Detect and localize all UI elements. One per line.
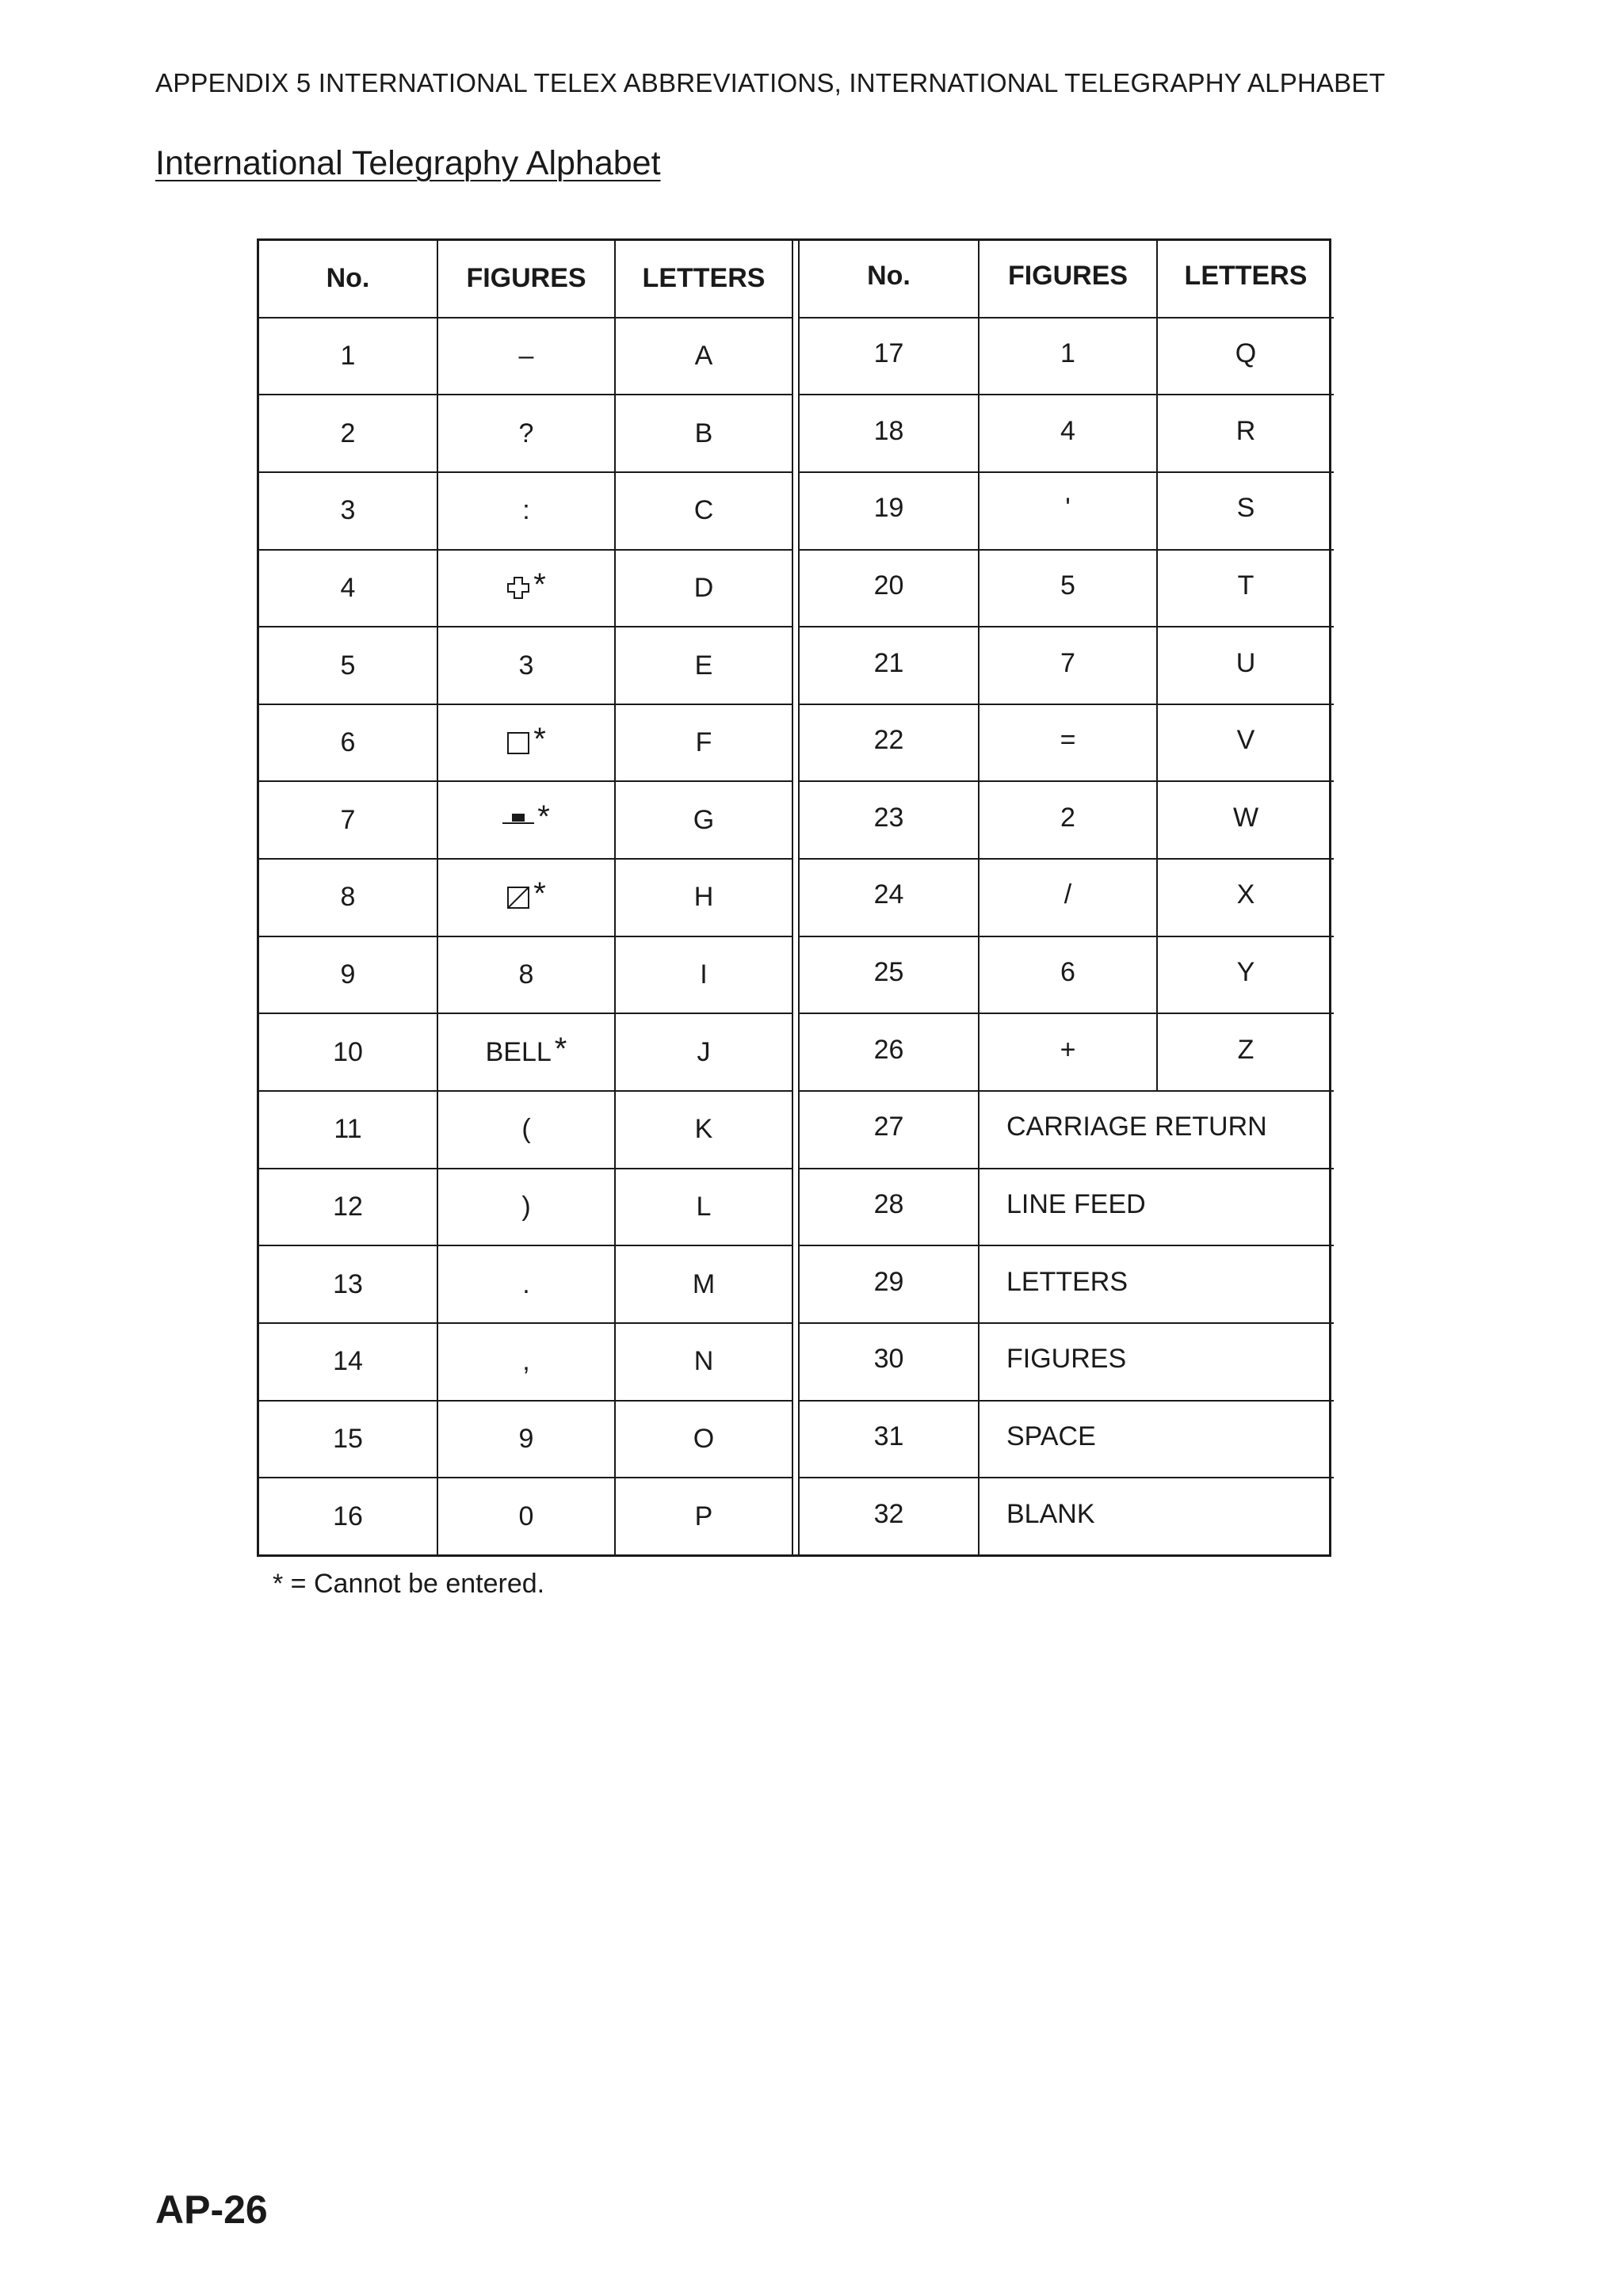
table-row — [259, 1322, 792, 1400]
cell-number: 23 — [873, 802, 904, 833]
table-row — [800, 471, 1334, 549]
cell-letter: K — [614, 1092, 792, 1168]
cell-letter: R — [1156, 395, 1334, 471]
cell-figure — [437, 1169, 614, 1245]
cell-letter: D — [614, 551, 792, 627]
cell-number: 14 — [333, 1346, 363, 1377]
table-row — [800, 1400, 1334, 1478]
cell-letter: M — [614, 1246, 792, 1322]
table-row — [259, 1013, 792, 1090]
figure-text: ? — [518, 418, 534, 448]
cell-letter: B — [614, 395, 792, 471]
table-row — [800, 704, 1334, 781]
column-header-letters: LETTERS — [1156, 241, 1334, 317]
figure-text: 8 — [518, 959, 534, 990]
cell-figure: 1 — [978, 318, 1156, 395]
table-left-half — [259, 241, 793, 1554]
asterisk-mark: * — [533, 722, 546, 757]
cell-letter: Q — [1156, 318, 1334, 395]
cell-number: 9 — [340, 959, 356, 990]
column-header-no: No. — [326, 263, 370, 294]
table-row — [259, 704, 792, 781]
figure-text: . — [522, 1268, 530, 1299]
cell-number: 5 — [340, 650, 356, 681]
cell-figure — [437, 473, 614, 549]
cell-letter: N — [614, 1324, 792, 1400]
cell-letter: C — [614, 473, 792, 549]
cell-letter: Z — [1156, 1014, 1334, 1090]
cell-letter: A — [614, 318, 792, 395]
cell-number: 15 — [333, 1423, 363, 1454]
cell-number: 2 — [340, 418, 356, 448]
table-row — [259, 1168, 792, 1245]
cell-figure — [437, 1402, 614, 1478]
cell-number: 31 — [873, 1421, 904, 1451]
column-header-no: No. — [867, 261, 911, 292]
cell-figure — [437, 937, 614, 1013]
asterisk-mark: * — [554, 1031, 567, 1066]
cell-figure — [437, 318, 614, 395]
table-row — [800, 1322, 1334, 1400]
table-row — [800, 549, 1334, 627]
table-row — [259, 626, 792, 704]
cell-number: 11 — [334, 1114, 362, 1145]
table-row — [800, 626, 1334, 704]
cell-number: 30 — [873, 1344, 904, 1375]
cell-figure — [437, 860, 614, 936]
table-right-half — [798, 241, 1334, 1554]
cell-number: 20 — [873, 570, 904, 601]
cell-letter: Y — [1156, 937, 1334, 1013]
table-header-row — [800, 241, 1334, 317]
cell-figure — [437, 1478, 614, 1554]
cell-letter: O — [614, 1402, 792, 1478]
cell-function: FIGURES — [978, 1324, 1334, 1400]
cell-number: 22 — [873, 725, 904, 756]
cell-letter: F — [614, 705, 792, 781]
table-header-row — [259, 241, 792, 317]
cell-letter: P — [614, 1478, 792, 1554]
figure-text: 3 — [518, 650, 534, 681]
cell-number: 24 — [873, 879, 904, 910]
table-row — [259, 1245, 792, 1322]
figure-text: ( — [521, 1114, 531, 1145]
cell-figure — [437, 1014, 614, 1090]
cell-function: CARRIAGE RETURN — [978, 1092, 1334, 1168]
figure-text: 0 — [518, 1501, 534, 1531]
column-header-figures: FIGURES — [437, 241, 614, 317]
cell-number: 4 — [340, 572, 356, 603]
table-row — [259, 1400, 792, 1478]
telegraphy-alphabet-table — [257, 238, 1331, 1557]
table-row — [800, 1168, 1334, 1245]
figure-text: , — [522, 1346, 530, 1377]
table-row — [259, 549, 792, 627]
cell-figure: 5 — [978, 551, 1156, 627]
table-row — [259, 317, 792, 395]
cell-number: 19 — [873, 493, 904, 524]
cell-number: 10 — [333, 1036, 363, 1067]
asterisk-mark: * — [537, 799, 550, 834]
cell-figure — [437, 627, 614, 704]
cross-outline-icon — [506, 576, 530, 600]
cell-number: 21 — [873, 647, 904, 678]
cell-number: 7 — [340, 804, 356, 835]
table-row — [259, 936, 792, 1013]
figure-text: ) — [521, 1192, 531, 1222]
cell-figure: 6 — [978, 937, 1156, 1013]
figure-text: 9 — [518, 1423, 534, 1454]
cell-letter: I — [614, 937, 792, 1013]
cell-function: LINE FEED — [978, 1169, 1334, 1245]
cell-number: 1 — [340, 340, 356, 371]
cell-letter: G — [614, 782, 792, 858]
table-row — [800, 1245, 1334, 1322]
table-row — [259, 780, 792, 858]
cell-number: 25 — [873, 957, 904, 988]
cell-figure: + — [978, 1014, 1156, 1090]
cell-number: 17 — [873, 338, 904, 368]
cell-letter: S — [1156, 473, 1334, 549]
table-row — [259, 394, 792, 471]
cell-number: 26 — [873, 1034, 904, 1065]
table-row — [800, 858, 1334, 936]
table-row — [800, 780, 1334, 858]
table-row — [800, 1090, 1334, 1168]
table-row — [259, 471, 792, 549]
figure-text: BELL — [485, 1036, 552, 1067]
cell-figure — [437, 1246, 614, 1322]
cell-function: SPACE — [978, 1402, 1334, 1478]
bell-bar-icon — [502, 812, 534, 828]
cell-number: 32 — [873, 1498, 904, 1529]
cell-figure: 2 — [978, 782, 1156, 858]
cell-number: 8 — [340, 882, 356, 913]
cell-letter: U — [1156, 627, 1334, 704]
cell-figure — [437, 551, 614, 627]
table-row — [800, 1013, 1334, 1090]
asterisk-mark: * — [533, 566, 546, 602]
cell-letter: J — [614, 1014, 792, 1090]
cell-figure: ' — [978, 473, 1156, 549]
table-row — [800, 394, 1334, 471]
cell-figure: = — [978, 705, 1156, 781]
section-title: International Telegraphy Alphabet — [155, 144, 661, 182]
cell-function: LETTERS — [978, 1246, 1334, 1322]
square-diagonal-icon — [506, 886, 530, 910]
cell-figure: 4 — [978, 395, 1156, 471]
cell-letter: L — [614, 1169, 792, 1245]
cell-number: 27 — [873, 1112, 904, 1142]
cell-figure: 7 — [978, 627, 1156, 704]
square-outline-icon — [506, 731, 530, 755]
table-row — [259, 858, 792, 936]
cell-number: 18 — [873, 415, 904, 446]
column-header-letters: LETTERS — [614, 241, 792, 317]
cell-function: BLANK — [978, 1478, 1334, 1554]
figure-text: – — [518, 340, 534, 371]
cell-number: 28 — [873, 1189, 904, 1219]
cell-number: 6 — [340, 727, 356, 758]
cell-figure — [437, 705, 614, 781]
cell-figure — [437, 1324, 614, 1400]
asterisk-mark: * — [533, 876, 546, 912]
cell-figure — [437, 782, 614, 858]
cell-figure: / — [978, 860, 1156, 936]
page-number: AP-26 — [155, 2187, 268, 2232]
table-row — [800, 1477, 1334, 1554]
table-row — [259, 1477, 792, 1554]
footnote: * = Cannot be entered. — [273, 1569, 545, 1599]
cell-number: 12 — [333, 1192, 363, 1222]
cell-letter: H — [614, 860, 792, 936]
cell-letter: X — [1156, 860, 1334, 936]
table-row — [259, 1090, 792, 1168]
cell-number: 16 — [333, 1501, 363, 1531]
cell-number: 13 — [333, 1268, 363, 1299]
table-row — [800, 317, 1334, 395]
cell-figure — [437, 1092, 614, 1168]
column-header-figures: FIGURES — [978, 241, 1156, 317]
cell-number: 3 — [340, 495, 356, 526]
cell-figure — [437, 395, 614, 471]
figure-text: : — [522, 495, 530, 526]
cell-letter: W — [1156, 782, 1334, 858]
table-row — [800, 936, 1334, 1013]
cell-letter: E — [614, 627, 792, 704]
cell-letter: T — [1156, 551, 1334, 627]
page-header: APPENDIX 5 INTERNATIONAL TELEX ABBREVIATIONS, INTERNATIONAL TELEGRAPHY ALPHABET — [155, 68, 1385, 97]
cell-number: 29 — [873, 1266, 904, 1297]
cell-letter: V — [1156, 705, 1334, 781]
